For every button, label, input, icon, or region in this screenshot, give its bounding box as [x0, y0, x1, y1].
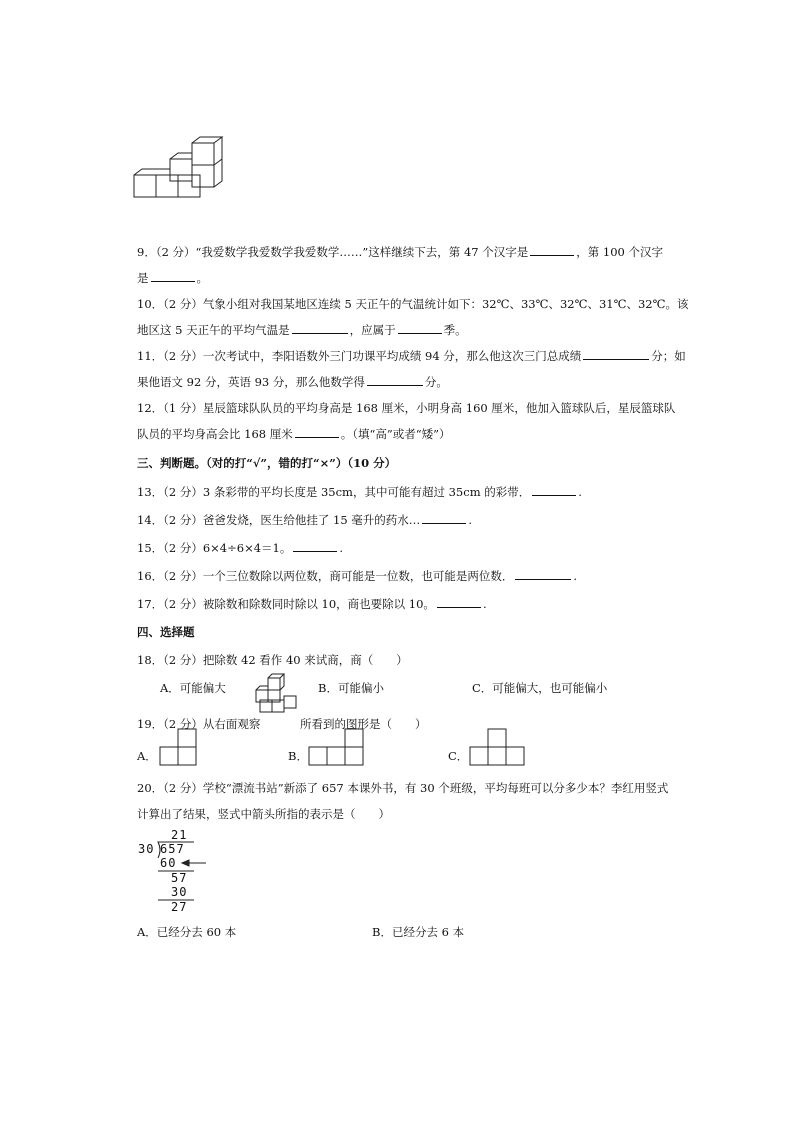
q19-cube-figure [250, 672, 298, 716]
answer-blank[interactable] [293, 540, 337, 552]
answer-blank[interactable] [295, 426, 339, 438]
q19-option-c-figure[interactable] [466, 727, 528, 767]
q19-option-a-label[interactable]: A． [137, 749, 157, 763]
section-4-heading: 四、选择题 [137, 625, 195, 639]
ld-quotient: 21 [171, 828, 188, 842]
answer-blank[interactable] [398, 322, 442, 334]
question-20-line2: 计算出了结果，竖式中箭头所指的表示是（ ） [137, 807, 390, 821]
ld-lines [138, 828, 208, 918]
question-12-line2: 队员的平均身高会比 168 厘米 。（填“高”或者“矮”） [137, 427, 451, 441]
answer-blank[interactable] [367, 374, 423, 386]
q19-option-a-figure[interactable] [158, 727, 198, 767]
answer-blank[interactable] [151, 270, 195, 282]
question-10-line2: 地区这 5 天正午的平均气温是 ，应属于 季。 [137, 323, 467, 337]
q18-option-c[interactable]: C．可能偏大，也可能偏小 [472, 681, 608, 695]
q18-option-b[interactable]: B．可能偏小 [318, 681, 384, 695]
question-20: 20．（2 分）学校“漂流书站”新添了 657 本课外书，有 30 个班级，平均每班可以分多少本？李红用竖式 [137, 781, 669, 795]
answer-blank[interactable] [532, 484, 576, 496]
ld-dividend: 657 [160, 842, 185, 856]
question-16: 16．（2 分）一个三位数除以两位数，商可能是一位数，也可能是两位数． . [137, 569, 578, 583]
question-15: 15．（2 分）6×4÷6×4＝1。 . [137, 541, 344, 555]
question-11-line2: 果他语文 92 分，英语 93 分，那么他数学得 分。 [137, 375, 448, 389]
q20-option-b[interactable]: B．已经分去 6 本 [372, 925, 465, 939]
q19-option-b-label[interactable]: B． [288, 749, 308, 763]
question-13: 13．（2 分）3 条彩带的平均长度是 35cm，其中可能有超过 35cm 的彩带． . [137, 485, 582, 499]
answer-blank[interactable] [530, 244, 574, 256]
question-9: 9．（2 分）“我爱数学我爱数学我爱数学……”这样继续下去，第 47 个汉字是 ，第 100 个汉字 [137, 245, 664, 259]
question-18: 18．（2 分）把除数 42 看作 40 来试商，商（ ） [137, 653, 408, 667]
q20-option-a[interactable]: A．已经分去 60 本 [137, 925, 237, 939]
question-19-stem-end: 所看到的图形是（ ） [300, 717, 427, 731]
question-9-line2: 是 。 [137, 271, 208, 285]
question-19-stem-start: 19．（2 分）从右面观察 [137, 717, 261, 731]
ld-step2: 57 [171, 871, 188, 885]
ld-remainder: 27 [171, 900, 188, 914]
q19-option-c-label[interactable]: C． [448, 749, 469, 763]
answer-blank[interactable] [437, 596, 481, 608]
question-14: 14．（2 分）爸爸发烧，医生给他挂了 15 毫升的药水… . [137, 513, 472, 527]
answer-blank[interactable] [515, 568, 571, 580]
ld-divisor: 30 [138, 842, 155, 856]
long-division [138, 828, 208, 918]
ld-step3: 30 [171, 885, 188, 899]
q18-option-a[interactable]: A．可能偏大 [160, 681, 226, 695]
answer-blank[interactable] [422, 512, 466, 524]
question-12: 12．（1 分）星辰篮球队队员的平均身高是 168 厘米，小明身高 160 厘米，他加入篮球队后，星辰篮球队 [137, 401, 676, 415]
q19-option-b-figure[interactable] [305, 727, 365, 767]
question-11: 11．（2 分）一次考试中，李阳语数外三门功课平均成绩 94 分，那么他这次三门总成绩 分；如 [137, 349, 686, 363]
question-17: 17．（2 分）被除数和除数同时除以 10，商也要除以 10。 . [137, 597, 487, 611]
ld-step1: 60 [160, 856, 177, 870]
cube-stack-figure [130, 135, 230, 205]
section-3-heading: 三、判断题。（对的打“√”，错的打“×”）（10 分） [137, 456, 397, 470]
arrow-left-icon [182, 858, 208, 868]
question-10: 10．（2 分）气象小组对我国某地区连续 5 天正午的气温统计如下：32℃、33℃、32℃、31℃、32℃。该 [137, 297, 689, 311]
answer-blank[interactable] [583, 348, 649, 360]
answer-blank[interactable] [292, 322, 348, 334]
